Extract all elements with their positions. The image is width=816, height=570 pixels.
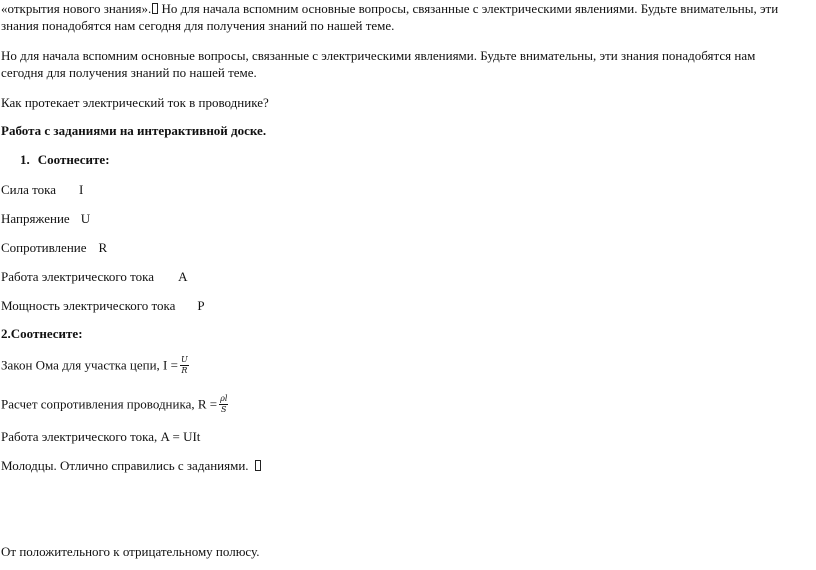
header-line-1-prefix: «открытия нового знания». <box>1 1 152 16</box>
task1-pair-4 <box>1 268 187 285</box>
resistance-line <box>1 395 228 416</box>
answer-line: От положительного к отрицательному полюсу. <box>1 544 260 559</box>
closing-line <box>1 457 261 474</box>
fraction-numerator: ρl <box>220 394 228 403</box>
header-line-2: знания понадобятся нам сегодня для получения знаний по нашей теме. <box>1 18 395 33</box>
ohm-law-fraction <box>180 355 189 376</box>
fraction-denominator: R <box>181 366 188 375</box>
intro-line-2: сегодня для получения знаний по нашей теме. <box>1 65 257 80</box>
pair-symbol: P <box>197 298 205 313</box>
header-line-1-suffix: Но для начала вспомним основные вопросы, связанные с электрическими явлениями. Будьте внимательны, эти <box>158 1 779 16</box>
pair-term: Сопротивление <box>1 240 87 255</box>
task1-pair-5 <box>1 297 205 314</box>
pair-term: Напряжение <box>1 211 70 226</box>
task2-heading: 2.Соотнесите: <box>1 326 83 341</box>
ohm-law-label: Закон Ома для участка цепи, I = <box>1 357 178 373</box>
ohm-law-line <box>1 356 189 377</box>
work-formula: Работа электрического тока, A = UIt <box>1 429 201 444</box>
closing-text: Молодцы. Отлично справились с заданиями. <box>1 458 249 473</box>
missing-glyph-icon <box>255 460 261 471</box>
pair-term: Мощность электрического тока <box>1 298 176 313</box>
task1-pair-3 <box>1 239 107 256</box>
question: Как протекает электрический ток в проводнике? <box>1 95 269 110</box>
pair-symbol: A <box>178 269 188 284</box>
task1-title: Соотнесите: <box>37 152 110 167</box>
resistance-fraction <box>219 394 228 415</box>
pair-term: Работа электрического тока <box>1 269 155 284</box>
pair-symbol: U <box>80 211 91 226</box>
fraction-denominator: S <box>221 405 227 414</box>
task1-pair-1 <box>1 181 83 198</box>
intro-line-1: Но для начала вспомним основные вопросы, связанные с электрическими явлениями. Будьте внимательны, эти знания понадобятся нам <box>1 48 756 63</box>
section-heading: Работа с заданиями на интерактивной доске. <box>1 123 267 138</box>
pair-term: Сила тока <box>1 182 57 197</box>
resistance-label: Расчет сопротивления проводника, R = <box>1 396 218 412</box>
pair-symbol: I <box>79 182 84 197</box>
task1-heading <box>20 151 110 168</box>
fraction-numerator: U <box>180 355 188 364</box>
task1-pair-2 <box>1 210 90 227</box>
pair-symbol: R <box>98 240 108 255</box>
header-line-1 <box>1 0 778 17</box>
task1-number: 1. <box>20 152 30 167</box>
